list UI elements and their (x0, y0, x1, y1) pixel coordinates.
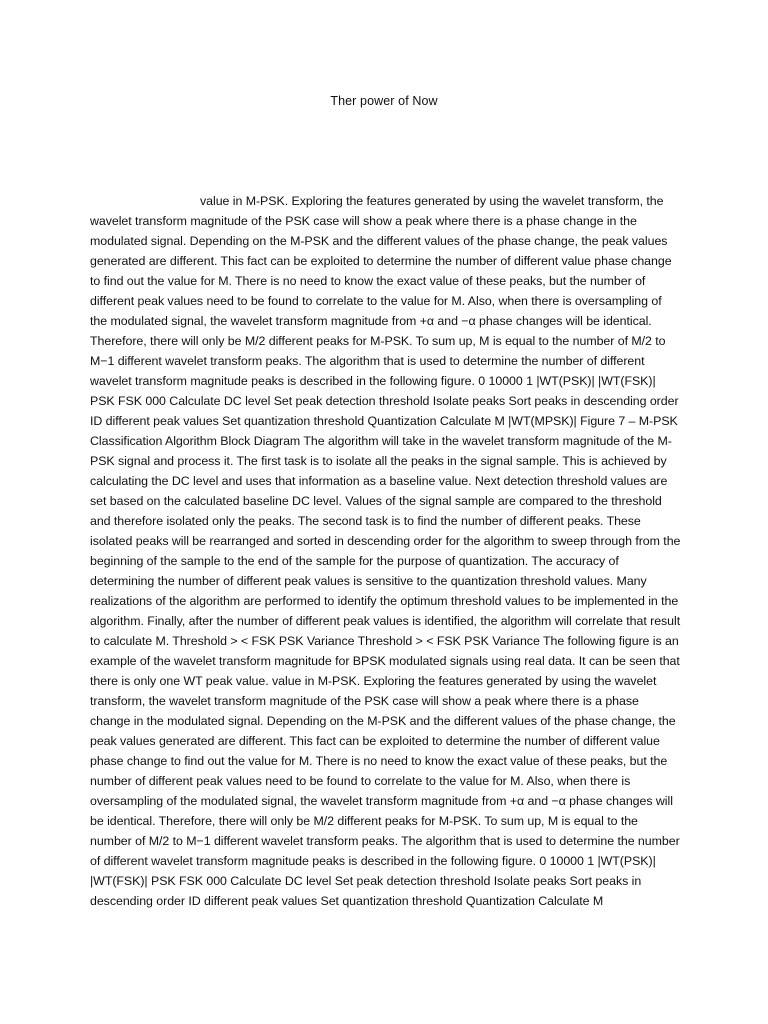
page-title: Ther power of Now (330, 94, 438, 108)
body-text: value in M-PSK. Exploring the features generated by using the wavelet transform, the wavelet transform magnitude of the PSK case will show a peak where there is a phase change in the modulated signal. Depending on the M-PSK and the different values of the phase change, the peak values generated are different. This fact can be exploited to determine the number of different value phase change to find out the value for M. There is no need to know the exact value of these peaks, but the number of different peak values need to be found to correlate to the value for M. Also, when there is oversampling of the modulated signal, the wavelet transform magnitude from +α and −α phase changes will be identical. Therefore, there will only be M/2 different peaks for M-PSK. To sum up, M is equal to the number of M/2 to M−1 different wavelet transform peaks. The algorithm that is used to determine the number of different wavelet transform magnitude peaks is described in the following figure. 0 10000 1 |WT(PSK)| |WT(FSK)| PSK FSK 000 Calculate DC level Set peak detection threshold Isolate peaks Sort peaks in descending order ID different peak values Set quantization threshold Quantization Calculate M |WT(MPSK)| Figure 7 – M-PSK Classification Algorithm Block Diagram The algorithm will take in the wavelet transform magnitude of the M-PSK signal and process it. The first task is to isolate all the peaks in the signal sample. This is achieved by calculating the DC level and uses that information as a baseline value. Next detection threshold values are set based on the calculated baseline DC level. Values of the signal sample are compared to the threshold and therefore isolated only the peaks. The second task is to find the number of different peaks. These isolated peaks will be rearranged and sorted in descending order for the algorithm to sweep through from the beginning of the sample to the end of the sample for the purpose of quantization. The accuracy of determining the number of different peak values is sensitive to the quantization threshold values. Many realizations of the algorithm are performed to identify the optimum threshold values to be implemented in the algorithm. Finally, after the number of different peak values is identified, the algorithm will correlate that result to calculate M. Threshold > < FSK PSK Variance Threshold > < FSK PSK Variance The following figure is an example of the wavelet transform magnitude for BPSK modulated signals using real data. It can be seen that there is only one WT peak value. value in M-PSK. Exploring the features generated by using the wavelet transform, the wavelet transform magnitude of the PSK case will show a peak where there is a phase change in the modulated signal. Depending on the M-PSK and the different values of the phase change, the peak values generated are different. This fact can be exploited to determine the number of different value phase change to find out the value for M. There is no need to know the exact value of these peaks, but the number of different peak values need to be found to correlate to the value for M. Also, when there is oversampling of the modulated signal, the wavelet transform magnitude from +α and −α phase changes will be identical. Therefore, there will only be M/2 different peaks for M-PSK. To sum up, M is equal to the number of M/2 to M−1 different wavelet transform peaks. The algorithm that is used to determine the number of different wavelet transform magnitude peaks is described in the following figure. 0 10000 1 |WT(PSK)| |WT(FSK)| PSK FSK 000 Calculate DC level Set peak detection threshold Isolate peaks Sort peaks in descending order ID different peak values Set quantization threshold Quantization Calculate M (90, 194, 681, 908)
